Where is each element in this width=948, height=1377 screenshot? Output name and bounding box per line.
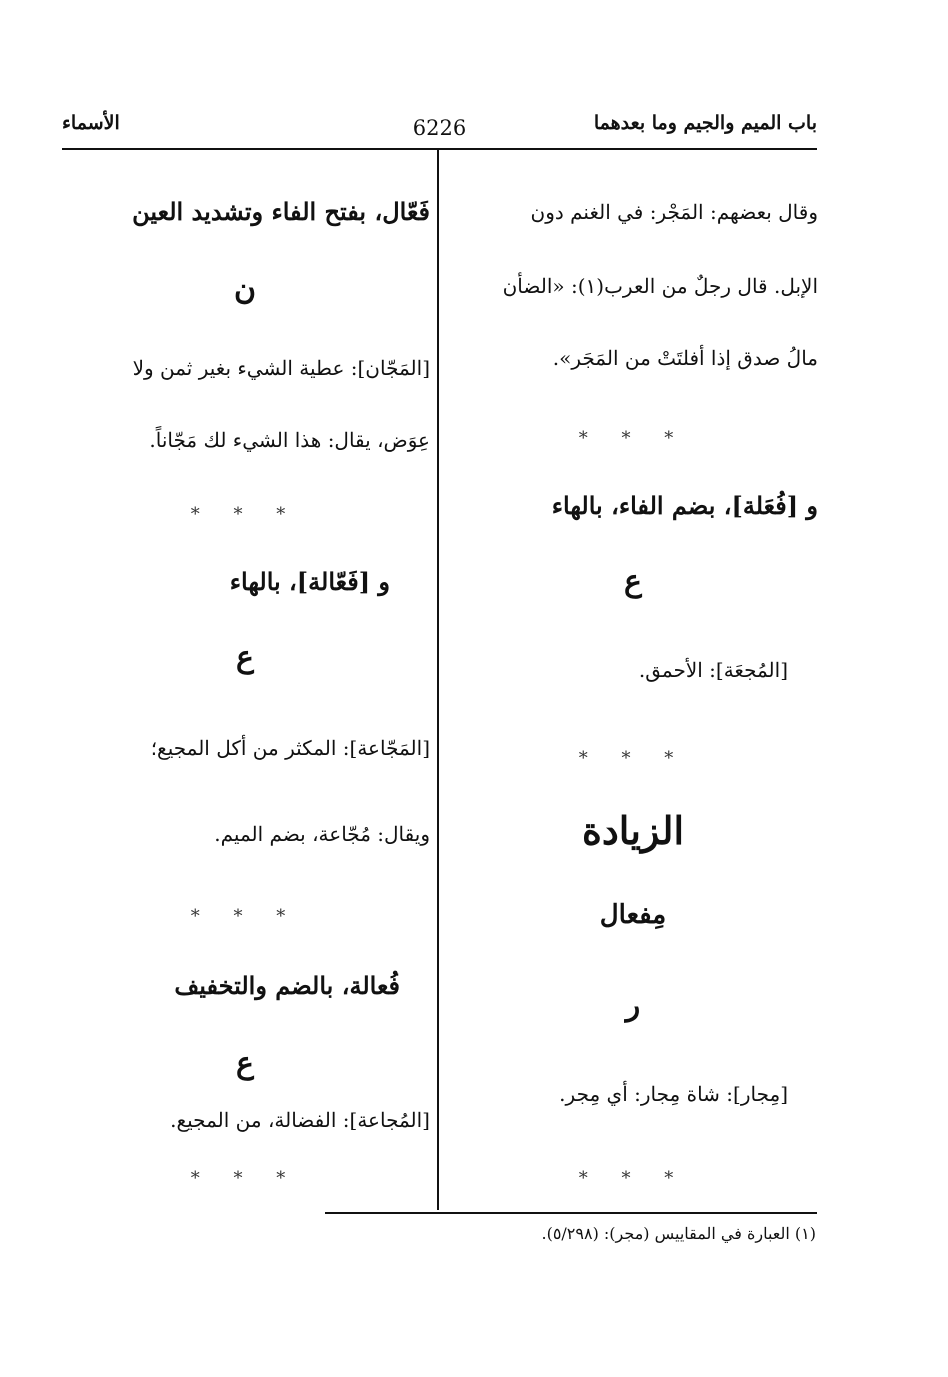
text-line: [المُجاعة]: الفضالة، من المجيع. [170, 1108, 430, 1132]
text-line: [المَجّان]: عطية الشيء بغير ثمن ولا [132, 356, 430, 380]
text-line: مالُ صدق إذا أفلتَتْ من المَجَر». [552, 346, 818, 370]
text-line: الإبل. قال رجلٌ من العرب(١): «الضأن [502, 274, 818, 298]
page-number: 6226 [412, 116, 467, 140]
footnote-rule [325, 1212, 817, 1214]
text-line: [المُجعَة]: الأحمق. [638, 658, 788, 682]
section-separator: * * * [578, 1168, 688, 1189]
running-header [62, 108, 817, 150]
root-letter: ع [624, 564, 642, 599]
text-line: [المَجّاعة]: المكثر من أكل المجيع؛ [150, 736, 430, 760]
section-heading: و [فُعَلة]، بضم الفاء، بالهاء [551, 491, 818, 520]
section-separator: * * * [190, 1168, 300, 1189]
right-column [448, 150, 818, 1210]
root-letter: ع [236, 640, 254, 675]
section-title: الزيادة [581, 808, 685, 853]
header-chapter-title: باب الميم والجيم وما بعدهما [593, 112, 817, 134]
section-heading: و [فَعّالة]، بالهاء [229, 567, 390, 596]
left-column [60, 150, 430, 1210]
section-heading: فَعّال، بفتح الفاء وتشديد العين [132, 197, 430, 226]
text-line: وقال بعضهم: المَجْر: في الغنم دون [530, 200, 818, 224]
section-separator: * * * [190, 906, 300, 927]
section-separator: * * * [578, 428, 688, 449]
root-letter: ع [236, 1046, 254, 1081]
pattern-heading: مِفعال [599, 900, 667, 930]
text-line: عِوَض، يقال: هذا الشيء لك مَجّاناً. [149, 428, 430, 452]
text-line: ويقال: مُجّاعة، بضم الميم. [214, 822, 430, 846]
section-separator: * * * [190, 504, 300, 525]
column-divider [437, 150, 439, 1210]
header-section-title: الأسماء [62, 112, 120, 134]
text-line: [مِجار]: شاة مِجار: أي مِجر. [559, 1082, 788, 1106]
section-separator: * * * [578, 748, 688, 769]
footnote: (١) العبارة في المقاييس (مجر): (٥/٢٩٨). [541, 1224, 816, 1243]
root-letter: ن [233, 272, 257, 307]
root-letter: ر [625, 988, 641, 1023]
section-heading: فُعالة، بالضم والتخفيف [174, 971, 400, 1000]
